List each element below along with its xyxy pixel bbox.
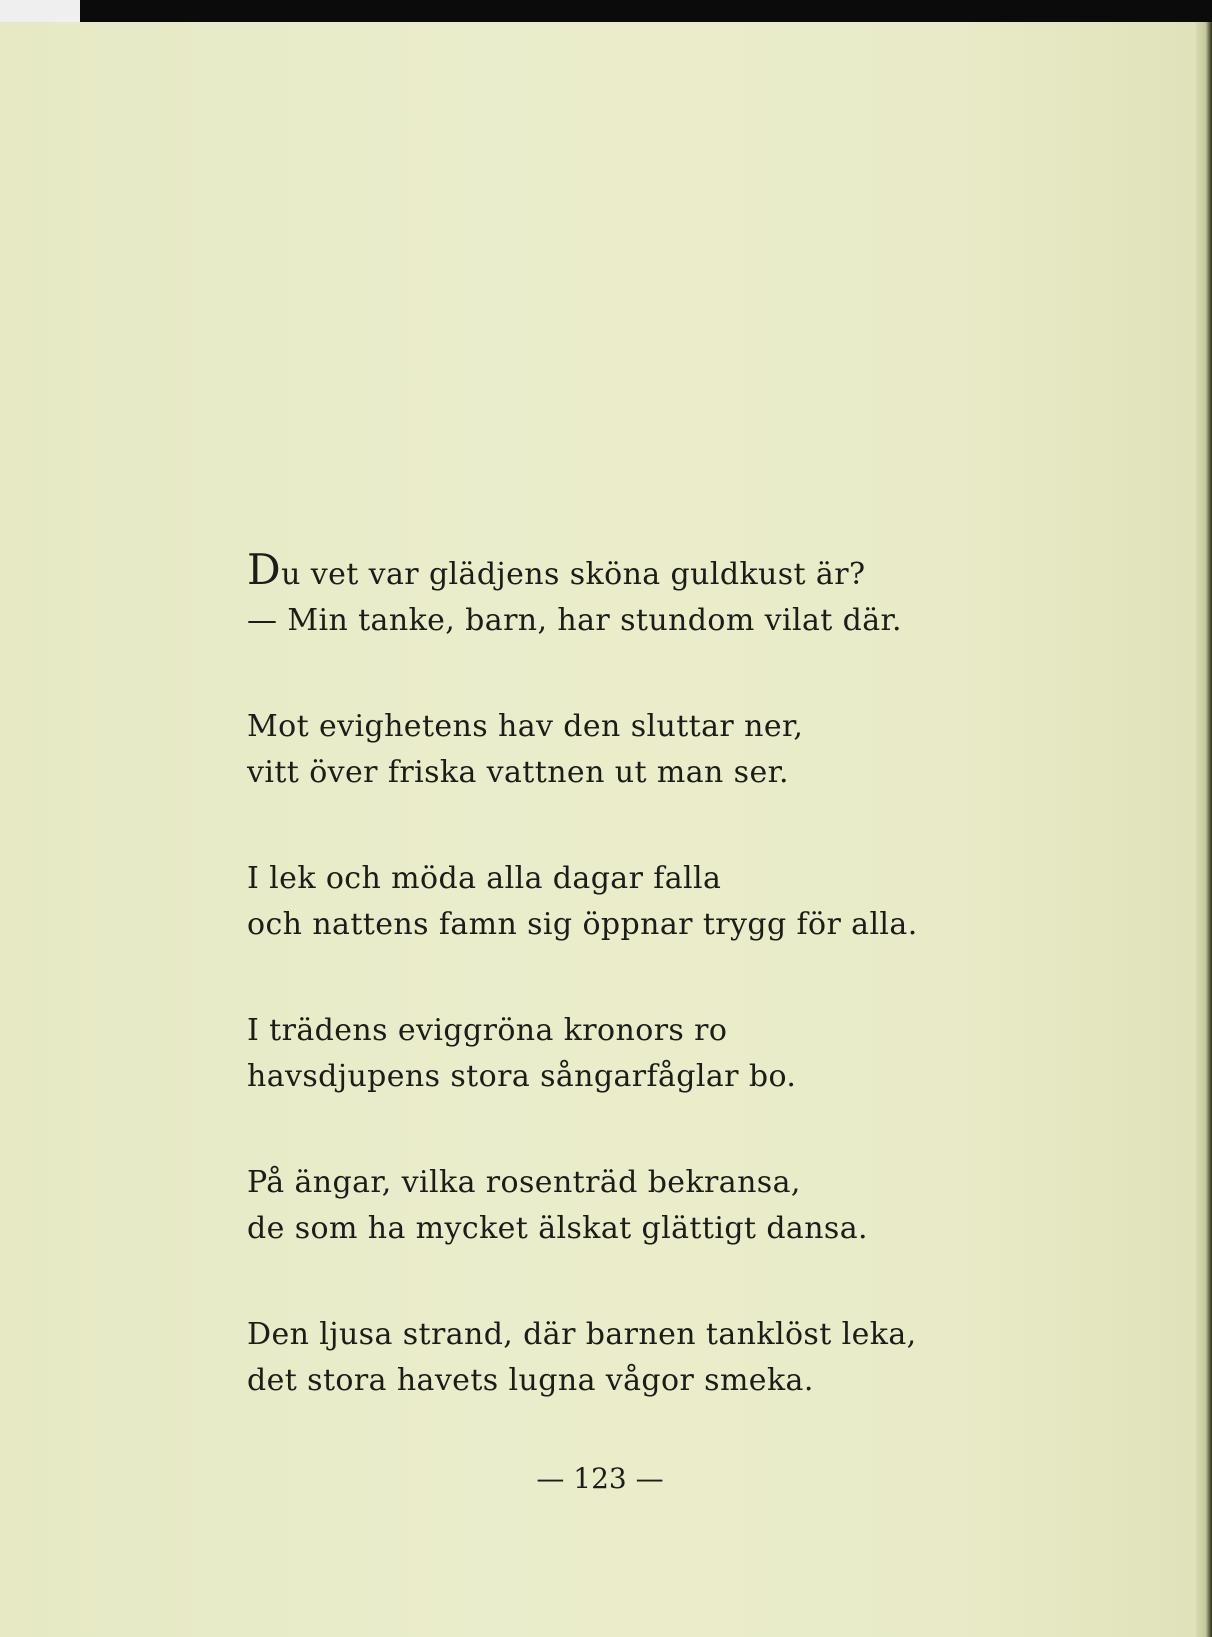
stanza <box>247 1160 1007 1252</box>
poem-line: vitt över friska vattnen ut man ser. <box>247 755 789 790</box>
scan-top-border <box>0 0 1212 24</box>
stanza <box>247 1312 1007 1404</box>
poem-line: På ängar, vilka rosenträd bekransa, <box>247 1165 801 1200</box>
stanza <box>247 856 1007 948</box>
poem-line: Den ljusa strand, där barnen tanklöst leka, <box>247 1317 917 1352</box>
initial-capital: D <box>247 545 282 594</box>
scan-spine-edge <box>0 0 80 24</box>
page-number: — 123 — <box>536 1462 664 1495</box>
stanza <box>247 1008 1007 1100</box>
poem-line: — Min tanke, barn, har stundom vilat där. <box>247 603 902 638</box>
stanza <box>247 547 1007 644</box>
poem-line: I trädens eviggröna kronors ro <box>247 1013 728 1048</box>
poem-line: I lek och möda alla dagar falla <box>247 861 722 896</box>
poem-line <box>247 547 1007 598</box>
stanza <box>247 704 1007 796</box>
poem-line-text: u vet var glädjens sköna guldkust är? <box>281 557 866 592</box>
poem <box>247 547 1007 1464</box>
book-page <box>0 22 1200 1637</box>
poem-line: Mot evighetens hav den sluttar ner, <box>247 709 804 744</box>
poem-line: de som ha mycket älskat glättigt dansa. <box>247 1211 868 1246</box>
poem-line: det stora havets lugna vågor smeka. <box>247 1363 814 1398</box>
page-edge-shadow <box>1196 22 1212 1637</box>
poem-line: havsdjupens stora sångarfåglar bo. <box>247 1059 797 1094</box>
poem-line: och nattens famn sig öppnar trygg för alla. <box>247 907 918 942</box>
